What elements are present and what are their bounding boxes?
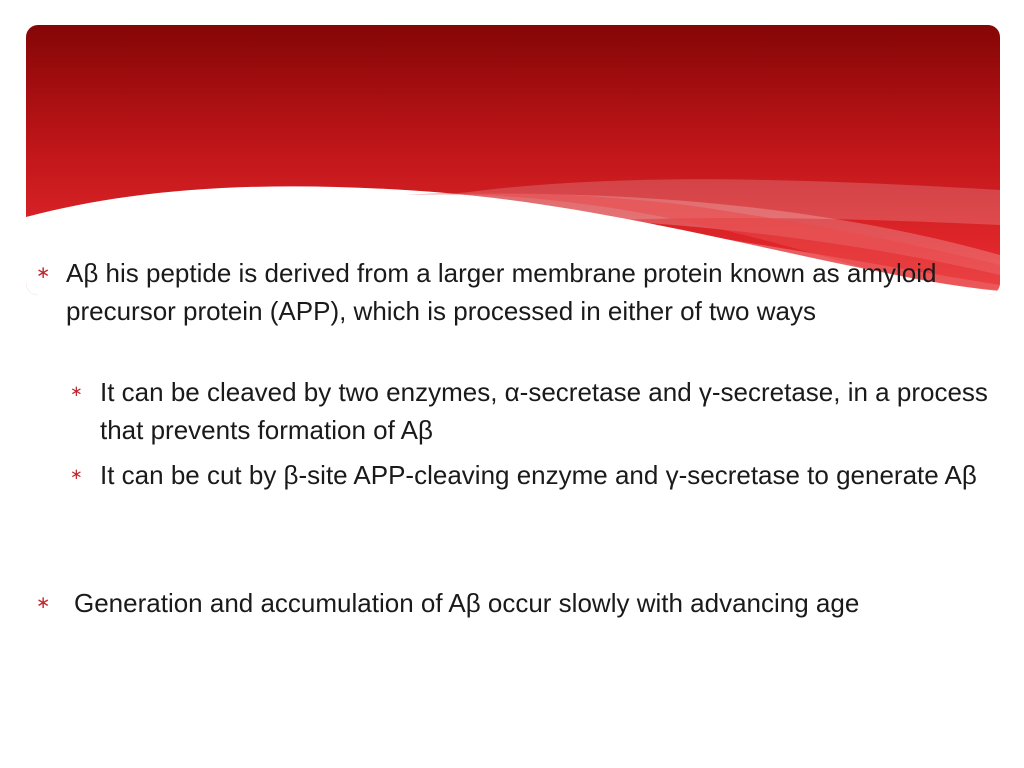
asterisk-bullet-icon: ∗ (36, 263, 51, 282)
sub-bullet-item (70, 456, 1000, 494)
sub-bullet-text: It can be cut by β-site APP-cleaving enzyme and γ-secretase to generate Aβ (100, 460, 977, 490)
sub-bullet-item (70, 373, 1000, 449)
asterisk-bullet-icon: ∗ (70, 383, 83, 400)
sub-bullet-text: It can be cleaved by two enzymes, α-secretase and γ-secretase, in a process that prevents formation of Aβ (100, 377, 988, 445)
bullet-item (36, 254, 996, 330)
asterisk-bullet-icon: ∗ (70, 466, 83, 483)
bullet-text: Generation and accumulation of Aβ occur slowly with advancing age (74, 588, 860, 618)
asterisk-bullet-icon: ∗ (36, 593, 51, 612)
bullet-text: Aβ his peptide is derived from a larger membrane protein known as amyloid precursor protein (APP), which is processed in either of two ways (66, 258, 937, 326)
bullet-item (36, 584, 996, 622)
